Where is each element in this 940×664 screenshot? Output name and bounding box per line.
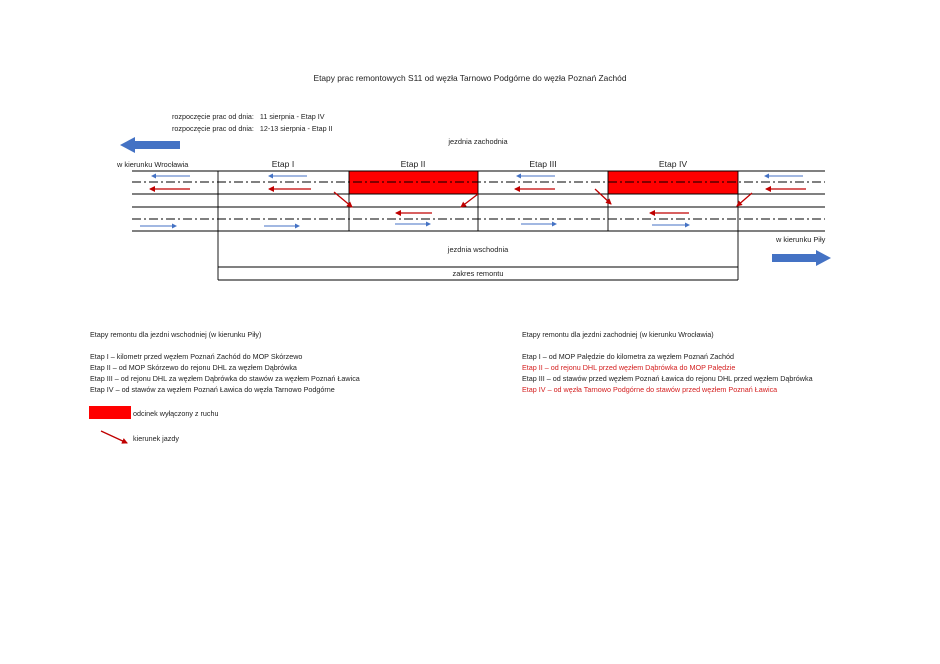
east-section-heading: Etapy remontu dla jezdni wschodniej (w kierunku Piły) (90, 330, 262, 339)
west-stage-item: Etap III – od stawów przed węzłem Poznań Ławica do rejonu DHL przed węzłem Dąbrówka (522, 374, 813, 383)
page-title: Etapy prac remontowych S11 od węzła Tarnowo Podgórne do węzła Poznań Zachód (313, 73, 627, 83)
west-section-heading: Etapy remontu dla jezdni zachodniej (w kierunku Wrocławia) (522, 330, 714, 339)
east-stage-item: Etap III – od rejonu DHL za węzłem Dąbrówka do stawów za węzłem Poznań Ławica (90, 374, 360, 383)
schedule-label: rozpoczęcie prac od dnia: (172, 112, 254, 121)
schedule-value: 11 sierpnia - Etap IV (259, 112, 325, 121)
stage-label-etap-iii: Etap III (529, 159, 557, 169)
east-stage-item: Etap IV – od stawów za węzłem Poznań Ławica do węzła Tarnowo Podgórne (90, 385, 335, 394)
closed-section-etap-ii (349, 171, 478, 194)
east-carriageway-label: jezdnia wschodnia (447, 245, 509, 254)
stage-label-etap-i: Etap I (271, 159, 295, 169)
traffic-arrows-blue-lower (140, 224, 689, 226)
east-stage-item: Etap I – kilometr przed węzłem Poznań Zachód do MOP Skórzewo (90, 352, 303, 361)
towards-wroclaw-label: w kierunku Wrocławia (117, 160, 189, 169)
west-carriageway-label: jezdnia zachodnia (448, 137, 508, 146)
big-arrow-left-icon (120, 137, 180, 153)
stage-label-etap-iv: Etap IV (658, 159, 688, 169)
repair-scope-label: zakres remontu (452, 269, 504, 278)
legend-direction-arrow-icon (101, 431, 127, 443)
schedule-value: 12-13 sierpnia - Etap II (259, 124, 333, 133)
closed-section-etap-iv (608, 171, 738, 194)
big-arrow-right-icon (772, 250, 831, 266)
schedule-label: rozpoczęcie prac od dnia: (172, 124, 254, 133)
towards-pila-label: w kierunku Piły (776, 235, 826, 244)
legend-closed-swatch (89, 406, 131, 419)
west-stage-item-highlighted: Etap II – od rejonu DHL przed węzłem Dąbrówka do MOP Palędzie (522, 363, 736, 372)
legend-closed-label: odcinek wyłączony z ruchu (133, 409, 219, 418)
west-stage-item-highlighted: Etap IV – od węzła Tarnowo Podgórne do stawów przed węzłem Poznań Ławica (522, 385, 778, 394)
east-stage-item: Etap II – od MOP Skórzewo do rejonu DHL za węzłem Dąbrówka (90, 363, 297, 372)
stage-label-etap-ii: Etap II (400, 159, 426, 169)
legend-direction-label: kierunek jazdy (133, 434, 179, 443)
west-stage-item: Etap I – od MOP Palędzie do kilometra za węzłem Poznań Zachód (522, 352, 735, 361)
